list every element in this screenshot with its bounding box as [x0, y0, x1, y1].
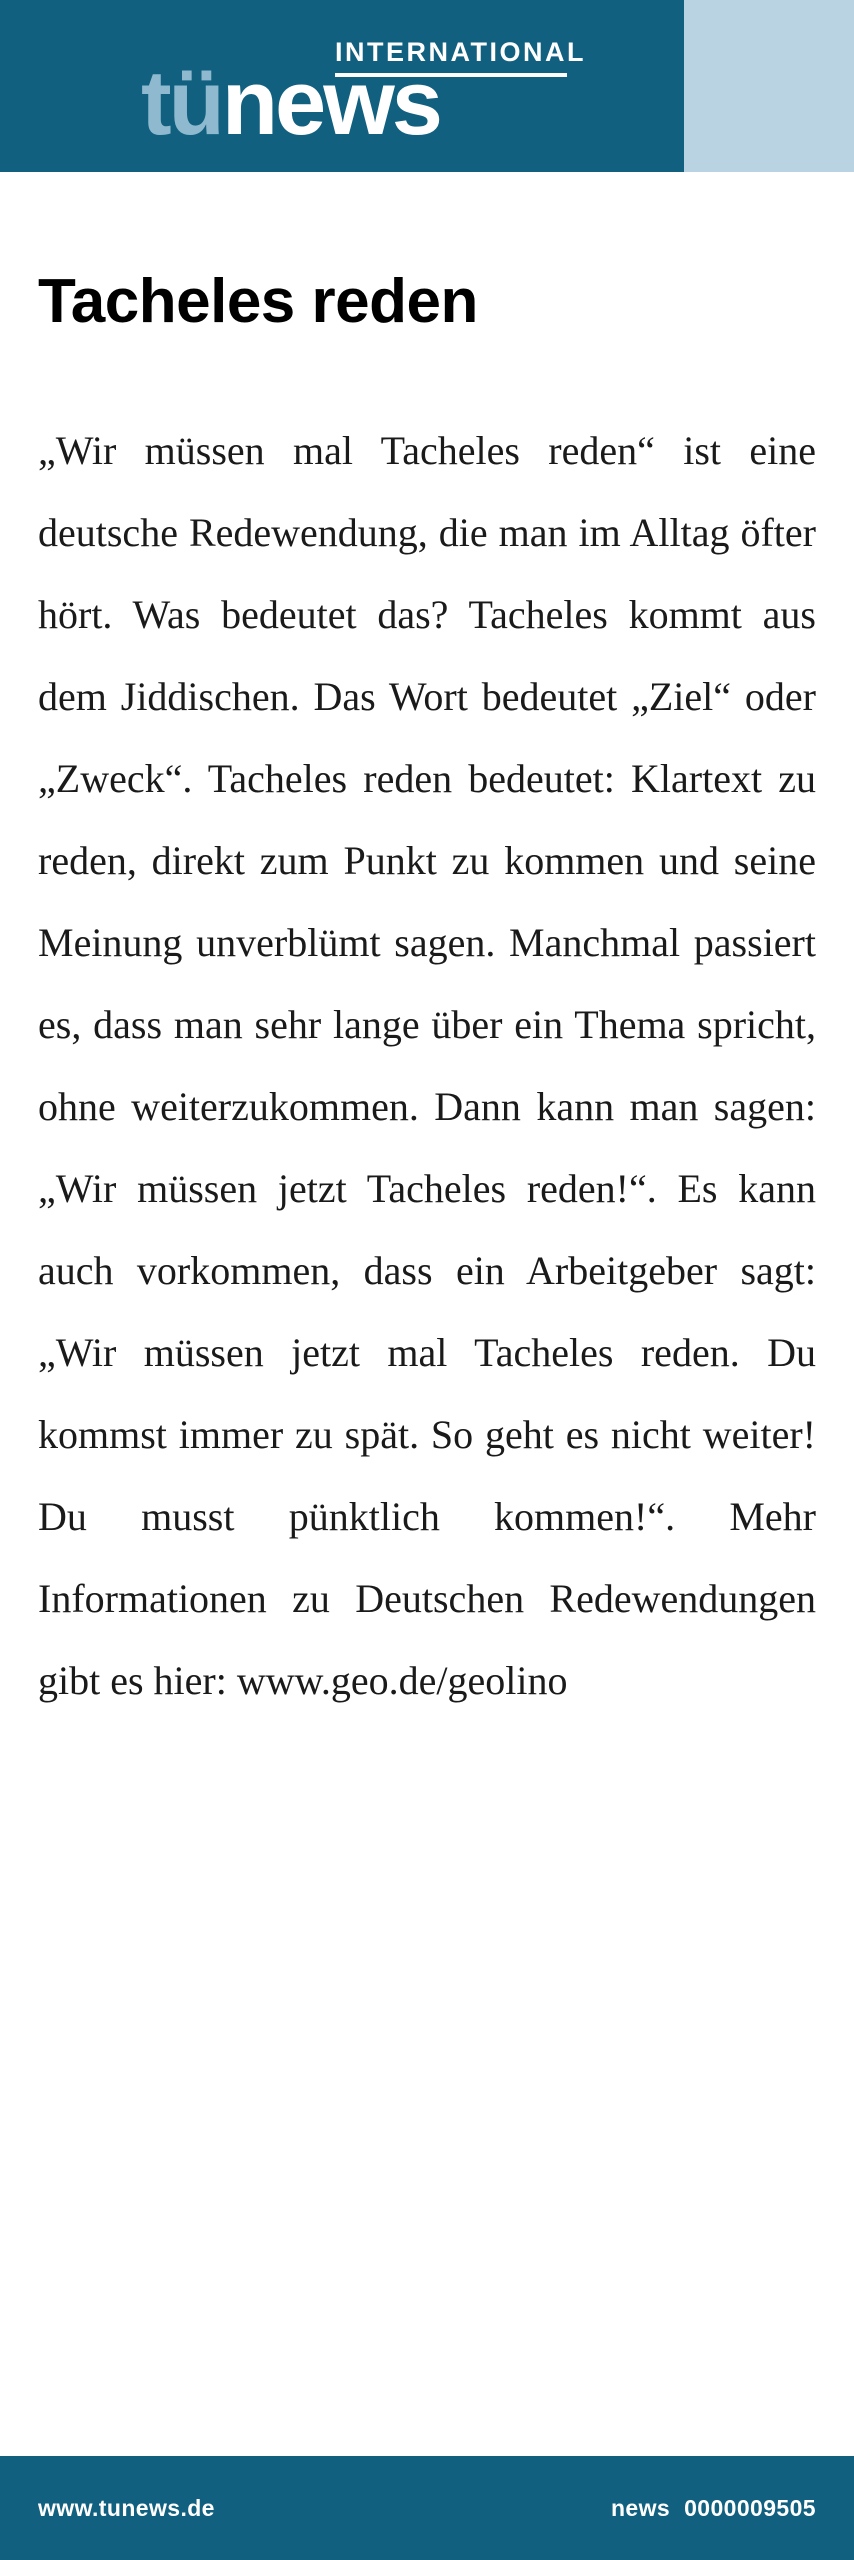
brand-wordmark-second: news — [221, 52, 440, 154]
article-container — [0, 172, 854, 1722]
page-footer — [0, 2456, 854, 2560]
footer-website-link[interactable]: www.tunews.de — [38, 2494, 215, 2521]
brand-logo — [127, 11, 586, 161]
footer-article-id — [611, 2495, 816, 2522]
footer-id-label: news — [610, 2494, 671, 2521]
brand-international-label: INTERNATIONAL — [335, 37, 586, 67]
brand-wordmark — [141, 52, 440, 154]
article-body: „Wir müssen mal Tacheles reden“ ist eine deutsche Redewendung, die man im Alltag öfter hört. Was bedeutet das? Tacheles kommt aus dem Jiddischen. Das Wort bedeutet „Ziel“ oder „Zweck“. Tacheles reden bedeutet: Klartext zu reden, direkt zum Punkt zu kommen und seine Meinung unverblümt sagen. Manchmal passiert es, dass man sehr lange über ein Thema spricht, ohne weiterzukommen. Dann kann man sagen: „Wir müssen jetzt Tacheles reden!“. Es kann auch vorkommen, dass ein Arbeitgeber sagt: „Wir müssen jetzt mal Tacheles reden. Du kommst immer zu spät. So geht es nicht weiter! Du musst pünktlich kommen!“. Mehr Informationen zu Deutschen Redewendungen gibt es hier: www.geo.de/geolino — [38, 428, 816, 1703]
footer-id-number: 0000009505 — [684, 2494, 816, 2521]
page-title: Tacheles reden — [38, 267, 478, 336]
header-logo-panel — [0, 0, 684, 172]
page-header — [0, 0, 854, 172]
brand-wordmark-first: tü — [141, 52, 222, 154]
